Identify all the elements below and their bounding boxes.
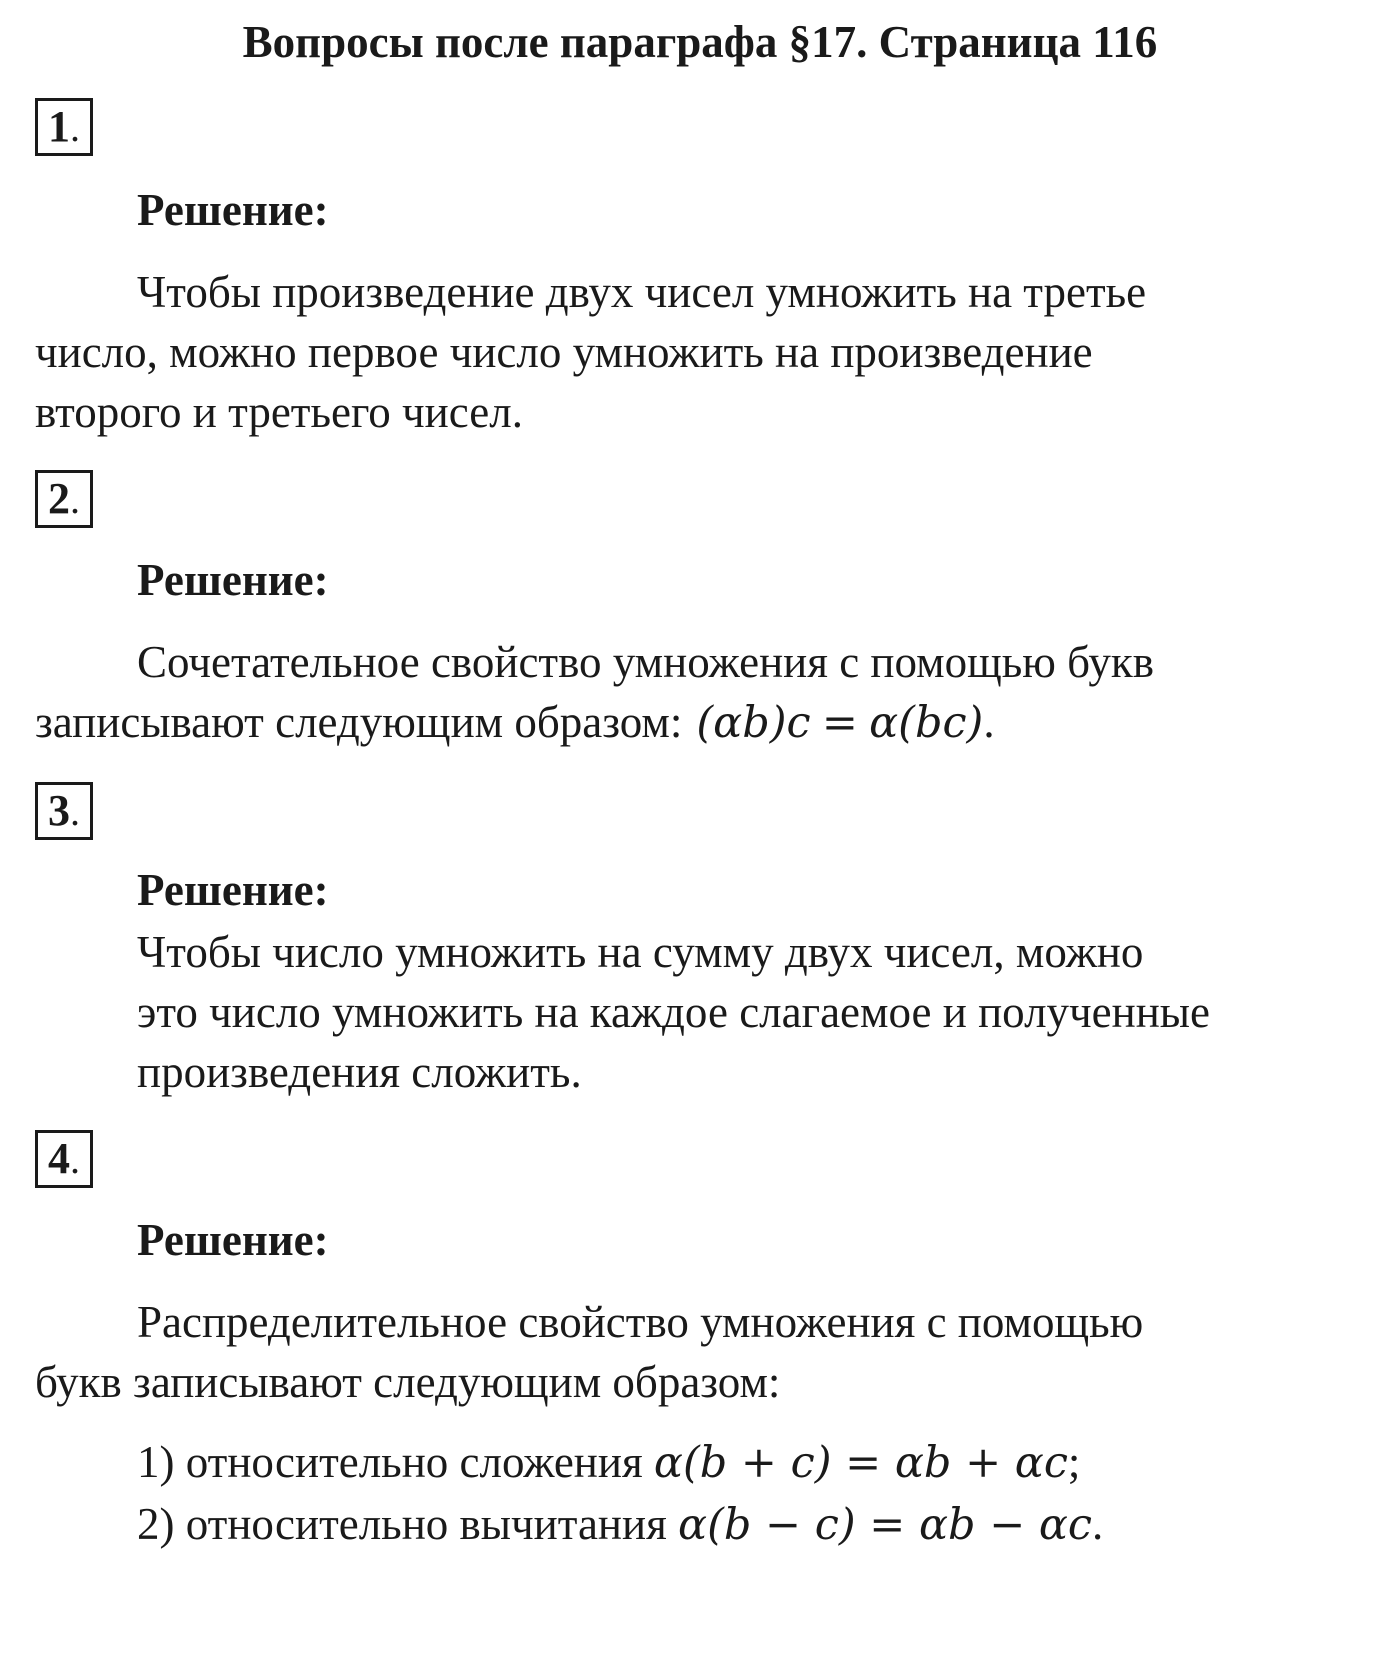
- answer-4-item-1: [137, 1432, 1080, 1493]
- item-text: относительно вычитания: [185, 1499, 667, 1549]
- answer-2-line-1: Сочетательное свойство умножения с помощью букв: [137, 637, 1154, 687]
- question-number-digit: 3: [48, 786, 70, 835]
- question-number-2: 2.: [35, 470, 93, 528]
- solution-label-3: Решение:: [137, 865, 329, 915]
- question-number-digit: 1: [48, 102, 70, 151]
- item-formula: α(b + c) = αb + αc: [653, 1438, 1068, 1488]
- item-marker: 1): [137, 1437, 175, 1487]
- answer-1-line-1: Чтобы произведение двух чисел умножить на третье: [137, 267, 1147, 317]
- answer-2-text: записывают следующим образом:: [35, 697, 683, 747]
- answer-3-line-3: произведения сложить.: [137, 1047, 582, 1097]
- item-marker: 2): [137, 1499, 175, 1549]
- page-title: Вопросы после параграфа §17. Страница 116: [242, 17, 1158, 67]
- formula-end: .: [983, 697, 995, 747]
- answer-3-line-1: Чтобы число умножить на сумму двух чисел, можно: [137, 927, 1144, 977]
- answer-2-line-2: [35, 692, 995, 753]
- formula-rhs: α(bc): [869, 698, 984, 748]
- answer-4-line-2: букв записывают следующим образом:: [35, 1357, 781, 1407]
- answer-4-item-2: [137, 1494, 1103, 1555]
- question-number-digit: 2: [48, 474, 70, 523]
- solution-label-4: Решение:: [137, 1215, 329, 1265]
- answer-1-line-3: второго и третьего чисел.: [35, 387, 523, 437]
- item-end: .: [1092, 1499, 1104, 1549]
- solution-label-2: Решение:: [137, 555, 329, 605]
- question-number-4: 4.: [35, 1130, 93, 1188]
- question-number-digit: 4: [48, 1134, 70, 1183]
- formula-lhs: (αb)c: [696, 698, 811, 748]
- item-formula: α(b − c) = αb − αc: [678, 1500, 1093, 1550]
- solution-label-1: Решение:: [137, 185, 329, 235]
- formula-eq: =: [821, 698, 858, 748]
- answer-3-line-2: это число умножить на каждое слагаемое и полученные: [137, 987, 1211, 1037]
- item-text: относительно сложения: [185, 1437, 643, 1487]
- answer-4-line-1: Распределительное свойство умножения с помощью: [137, 1297, 1144, 1347]
- question-number-3: 3.: [35, 782, 93, 840]
- item-end: ;: [1067, 1437, 1081, 1487]
- answer-1-line-2: число, можно первое число умножить на произведение: [35, 327, 1093, 377]
- question-number-1: 1.: [35, 98, 93, 156]
